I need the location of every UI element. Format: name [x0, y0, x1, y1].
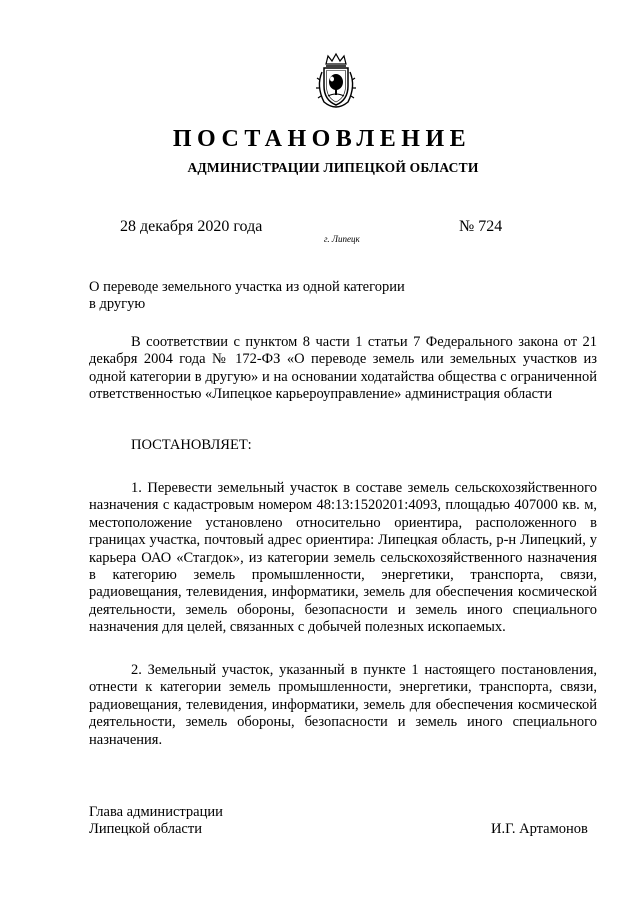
signatory-position-line-2: Липецкой области	[89, 821, 202, 837]
preamble-paragraph: В соответствии с пунктом 8 части 1 статьи 7 Федерального закона от 21 декабря 2004 года № 172-ФЗ «О переводе земель или земельных участков из одной категории в другую» и на основании ходатайства общества с ограниченной ответственностью «Липецкое карьероуправление» администрация области	[89, 334, 597, 403]
lipetsk-coat-of-arms-icon	[314, 52, 358, 108]
signatory-name: И.Г. Артамонов	[491, 821, 588, 837]
signatory-position	[89, 804, 223, 838]
document-number: № 724	[459, 218, 503, 235]
signatory-position-line-1: Глава администрации	[89, 804, 223, 820]
decree-item-2: 2. Земельный участок, указанный в пункте 1 настоящего постановления, отнести к категории земель промышленности, энергетики, транспорта, связи, радиовещания, телевидения, информатики, земель для обеспечения космической деятельности, земель обороны, безопасности и земель иного специального назначения.	[89, 662, 597, 748]
document-issuer: АДМИНИСТРАЦИИ ЛИПЕЦКОЙ ОБЛАСТИ	[187, 160, 479, 175]
document-title: ПОСТАНОВЛЕНИЕ	[172, 126, 472, 152]
document-place: г. Липецк	[324, 234, 360, 244]
decree-item-1: 1. Перевести земельный участок в составе земель сельскохозяйственного назначения с кадастровым номером 48:13:1520201:4093, площадью 407000 кв. м, местоположение установлено относительно ориентира, расположенного в границах участка, почтовый адрес ориентира: Липецкая область, р-н Липецкий, у карьера ОАО «Стагдок», из категории земель сельскохозяйственного назначения в категорию земель промышленности, энергетики, транспорта, связи, радиовещания, телевидения, информатики, земель для обеспечения космической деятельности, земель обороны, безопасности и земель иного специального назначения для целей, связанных с добычей полезных ископаемых.	[89, 480, 597, 636]
document-subject	[89, 279, 449, 313]
subject-line-1: О переводе земельного участка из одной категории	[89, 279, 405, 295]
document-date: 28 декабря 2020 года	[120, 218, 263, 235]
subject-line-2: в другую	[89, 296, 146, 312]
decree-word: ПОСТАНОВЛЯЕТ:	[131, 437, 252, 453]
